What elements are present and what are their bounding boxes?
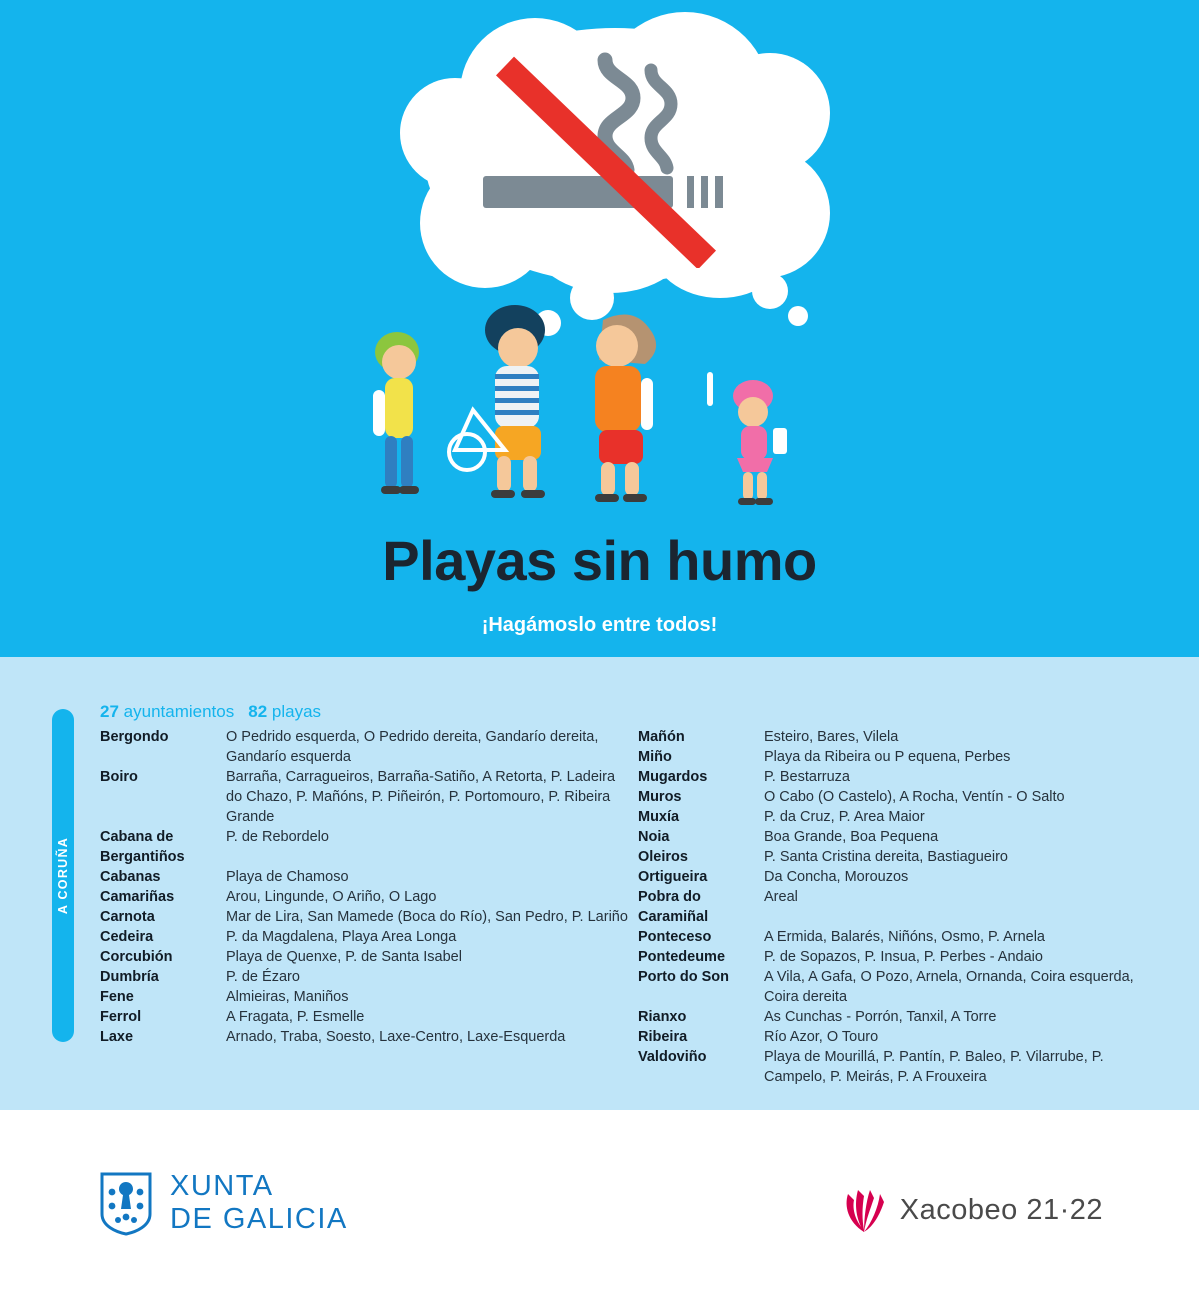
beach-names: P. da Magdalena, Playa Area Longa [226,929,457,945]
municipality-name: Noia [638,829,670,845]
list-item [100,1027,630,1047]
list-item [638,1047,1138,1087]
list-item [638,787,1138,807]
beach-names: Areal [764,889,798,905]
beach-names: P. de Sopazos, P. Insua, P. Perbes - Andaio [764,949,1043,965]
column-left [100,727,630,1047]
list-item [100,827,630,867]
list-item [638,927,1138,947]
municipality-name: Mugardos [638,769,708,785]
beach-names: Esteiro, Bares, Vilela [764,729,899,745]
beach-names: P. Santa Cristina dereita, Bastiagueiro [764,849,1008,865]
list-item [100,887,630,907]
municipality-name: Bergondo [100,729,169,745]
beach-names: Arou, Lingunde, O Ariño, O Lago [226,889,437,905]
municipality-name: Oleiros [638,849,688,865]
beach-names: Boa Grande, Boa Pequena [764,829,939,845]
municipality-name: Miño [638,749,672,765]
list-item [638,747,1138,767]
municipality-name: Cabana de Bergantiños [100,829,185,865]
list-item [638,807,1138,827]
municipality-name: Ortigueira [638,869,708,885]
counts-summary [100,702,321,722]
no-smoking-icon [455,48,775,268]
municipality-name: Corcubión [100,949,173,965]
list-item [100,727,630,767]
region-tab-label: A CORUÑA [56,836,70,915]
municipality-name: Pobra do Caramiñal [638,889,709,925]
list-item [638,1027,1138,1047]
beach-names: Arnado, Traba, Soesto, Laxe-Centro, Laxe-Esquerda [226,1029,566,1045]
list-item [100,767,630,827]
beach-names: O Cabo (O Castelo), A Rocha, Ventín - O Salto [764,789,1065,805]
municipality-name: Cedeira [100,929,154,945]
column-right [638,727,1138,1087]
list-item [100,867,630,887]
page-subtitle: ¡Hagámoslo entre todos! [481,614,718,636]
region-tab [52,709,74,1042]
municipality-name: Mañón [638,729,685,745]
municipality-name: Laxe [100,1029,134,1045]
municipality-name: Porto do Son [638,969,730,985]
beach-names: Playa da Ribeira ou P equena, Perbes [764,749,1011,765]
xacobeo-logo [842,1186,1103,1234]
xunta-logo-line2: DE GALICIA [170,1203,348,1235]
beach-names: A Vila, A Gafa, O Pozo, Arnela, Ornanda, Coira esquerda, Coira dereita [764,969,1134,1005]
beach-names: Río Azor, O Touro [764,1029,879,1045]
xunta-logo-line1: XUNTA [170,1170,274,1202]
list-item [100,967,630,987]
beach-names: P. de Ézaro [226,969,300,985]
figure-2 [449,305,545,498]
municipality-count-label: ayuntamientos [123,702,235,721]
beach-names: Almieiras, Maniños [226,989,349,1005]
xunta-logo-text [170,1170,348,1236]
municipality-name: Rianxo [638,1009,687,1025]
municipality-name: Cabanas [100,869,161,885]
beaches-list-panel [0,657,1199,1110]
page-title: Playas sin humo [382,529,817,592]
beach-count: 82 [248,702,268,721]
beach-names: P. Bestarruza [764,769,850,785]
municipality-name: Ferrol [100,1009,142,1025]
municipality-name: Pontedeume [638,949,726,965]
list-item [638,1007,1138,1027]
list-item [100,1007,630,1027]
beach-count-label: playas [271,702,322,721]
xunta-de-galicia-logo [98,1170,348,1236]
list-item [638,727,1138,747]
list-item [638,867,1138,887]
beach-names: Mar de Lira, San Mamede (Boca do Río), San Pedro, P. Lariño [226,909,628,925]
list-item [638,847,1138,867]
beach-names: Playa de Quenxe, P. de Santa Isabel [226,949,462,965]
list-item [638,967,1138,1007]
list-item [638,887,1138,927]
municipality-name: Carnota [100,909,155,925]
beach-names: As Cunchas - Porrón, Tanxil, A Torre [764,1009,997,1025]
list-item [638,827,1138,847]
list-item [100,947,630,967]
beach-names: Barraña, Carragueiros, Barraña-Satiño, A Retorta, P. Ladeira do Chazo, P. Mañóns, P. Piñeirón, P. Portomouro, P. Ribeira Grande [226,769,616,825]
beach-names: A Ermida, Balarés, Niñóns, Osmo, P. Arnela [764,929,1046,945]
list-item [100,907,630,927]
municipality-name: Valdoviño [638,1049,707,1065]
figure-1 [373,332,419,494]
municipality-name: Camariñas [100,889,175,905]
beach-names: P. da Cruz, P. Area Maior [764,809,925,825]
municipality-name: Fene [100,989,134,1005]
scallop-shell-icon [842,1186,886,1234]
beach-names: Playa de Chamoso [226,869,349,885]
municipality-count: 27 [100,702,119,721]
speech-bubble [400,18,830,338]
municipality-name: Boiro [100,769,138,785]
beach-names: O Pedrido esquerda, O Pedrido dereita, Gandarío dereita, Gandarío esquerda [226,729,599,765]
list-item [638,767,1138,787]
beach-names: Da Concha, Morouzos [764,869,909,885]
municipality-name: Ponteceso [638,929,712,945]
list-item [100,987,630,1007]
walking-family-illustration [355,300,855,535]
galicia-coat-of-arms-icon [98,1170,154,1236]
figure-3 [595,315,713,502]
figure-4 [733,380,787,505]
beach-names: Playa de Mourillá, P. Pantín, P. Baleo, P. Vilarrube, P. Campelo, P. Meirás, P. A Frouxeira [764,1049,1104,1085]
footer [0,1110,1199,1314]
list-item [100,927,630,947]
beach-names: A Fragata, P. Esmelle [226,1009,365,1025]
xacobeo-logo-text: Xacobeo 21·22 [899,1193,1103,1226]
municipality-name: Muxía [638,809,680,825]
municipality-name: Muros [638,789,682,805]
municipality-name: Ribeira [638,1029,688,1045]
municipality-name: Dumbría [100,969,159,985]
list-item [638,947,1138,967]
beach-names: P. de Rebordelo [226,829,329,845]
